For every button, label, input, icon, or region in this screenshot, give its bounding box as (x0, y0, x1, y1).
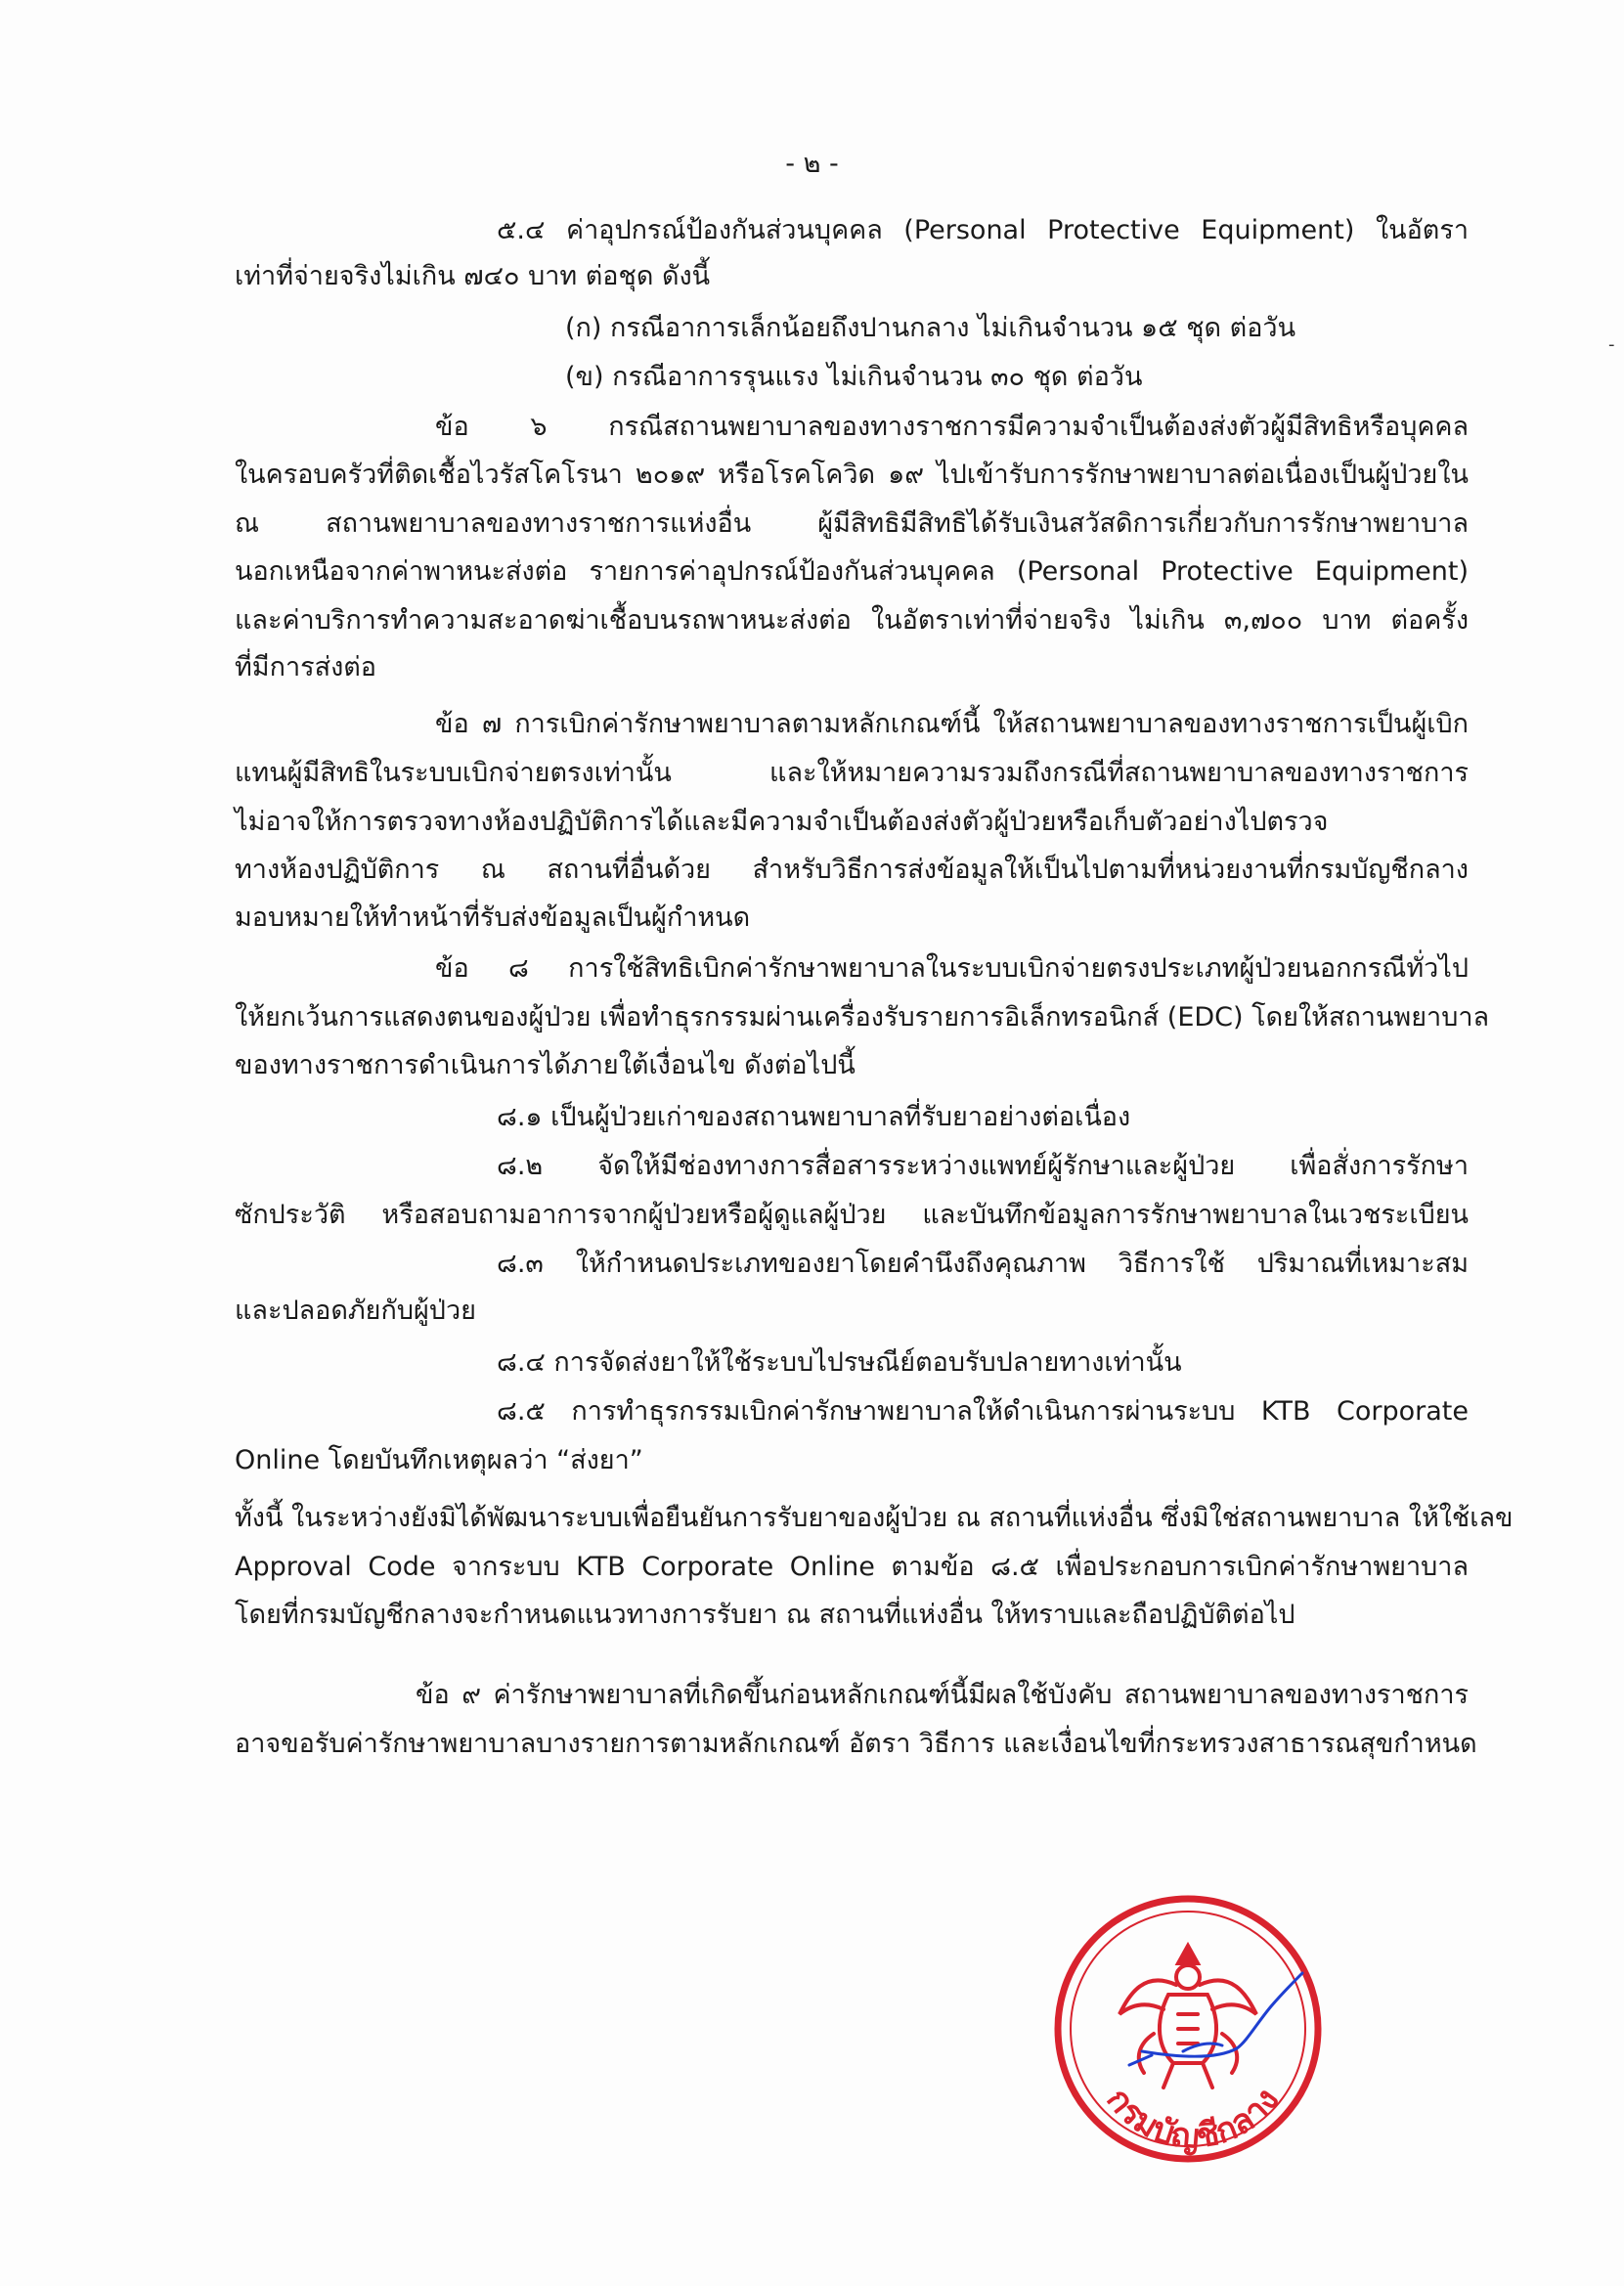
paragraph-line: ทางห้องปฏิบัติการ ณ สถานที่อื่นด้วย สำหรับวิธีการส่งข้อมูลให้เป็นไปตามที่หน่วยงานที่กรมบัญชีกลาง (235, 855, 1469, 885)
paragraph-line: และปลอดภัยกับผู้ป่วย (235, 1296, 476, 1326)
paragraph-line: และค่าบริการทำความสะอาดฆ่าเชื้อบนรถพาหนะส่งต่อ ในอัตราเท่าที่จ่ายจริง ไม่เกิน ๓,๗๐๐ บาท ต่อครั้ง (235, 605, 1469, 636)
garuda-emblem (1119, 1946, 1256, 2088)
list-item: ๘.๓ ให้กำหนดประเภทของยาโดยคำนึงถึงคุณภาพ วิธีการใช้ ปริมาณที่เหมาะสม (497, 1249, 1469, 1279)
paragraph-line: ข้อ ๘ การใช้สิทธิเบิกค่ารักษาพยาบาลในระบบเบิกจ่ายตรงประเภทผู้ป่วยนอกกรณีทั่วไป (435, 953, 1469, 984)
list-item: (ข) กรณีอาการรุนแรง ไม่เกินจำนวน ๓๐ ชุด ต่อวัน (565, 362, 1143, 392)
list-item: ๘.๑ เป็นผู้ป่วยเก่าของสถานพยาบาลที่รับยาอย่างต่อเนื่อง (497, 1102, 1131, 1132)
paragraph-line: ข้อ ๖ กรณีสถานพยาบาลของทางราชการมีความจำเป็นต้องส่งตัวผู้มีสิทธิหรือบุคคล (435, 412, 1469, 442)
paragraph-line: ไม่อาจให้การตรวจทางห้องปฏิบัติการได้และมีความจำเป็นต้องส่งตัวผู้ป่วยหรือเก็บตัวอย่างไปตรวจ (235, 807, 1329, 837)
paragraph-line: เท่าที่จ่ายจริงไม่เกิน ๗๔๐ บาท ต่อชุด ดังนี้ (235, 261, 711, 291)
paragraph-line: โดยที่กรมบัญชีกลางจะกำหนดแนวทางการรับยา ณ สถานที่แห่งอื่น ให้ทราบและถือปฏิบัติต่อไป (235, 1600, 1295, 1630)
list-item: ๘.๔ การจัดส่งยาให้ใช้ระบบไปรษณีย์ตอบรับปลายทางเท่านั้น (497, 1347, 1182, 1378)
paragraph-line: มอบหมายให้ทำหน้าที่รับส่งข้อมูลเป็นผู้กำหนด (235, 902, 751, 933)
seal-text: กรมบัญชีกลาง (1098, 2081, 1288, 2157)
paragraph-line: Approval Code จากระบบ KTB Corporate Online ตามข้อ ๘.๕ เพื่อประกอบการเบิกค่ารักษาพยาบาล (235, 1552, 1469, 1582)
paragraph-line: ข้อ ๙ ค่ารักษาพยาบาลที่เกิดขึ้นก่อนหลักเกณฑ์นี้มีผลใช้บังคับ สถานพยาบาลของทางราชการ (416, 1680, 1469, 1710)
paragraph-line: แทนผู้มีสิทธิในระบบเบิกจ่ายตรงเท่านั้น และให้หมายความรวมถึงกรณีที่สถานพยาบาลของทางราชการ (235, 758, 1469, 788)
paragraph-line: ของทางราชการดำเนินการได้ภายใต้เงื่อนไข ดังต่อไปนี้ (235, 1050, 856, 1080)
official-seal-stamp (1036, 1887, 1339, 2171)
paragraph-line: อาจขอรับค่ารักษาพยาบาลบางรายการตามหลักเกณฑ์ อัตรา วิธีการ และเงื่อนไขที่กระทรวงสาธารณสุขกำหนด (235, 1729, 1477, 1759)
paragraph-line: ให้ยกเว้นการแสดงตนของผู้ป่วย เพื่อทำธุรกรรมผ่านเครื่องรับรายการอิเล็กทรอนิกส์ (EDC) โดยให้สถานพยาบาล (235, 1002, 1490, 1033)
paragraph-line: ที่มีการส่งต่อ (235, 652, 377, 682)
paragraph-line: ในครอบครัวที่ติดเชื้อไวรัสโคโรนา ๒๐๑๙ หรือโรคโควิด ๑๙ ไปเข้ารับการรักษาพยาบาลต่อเนื่องเป็นผู้ป่วยใน (235, 460, 1469, 490)
paragraph-line: ข้อ ๗ การเบิกค่ารักษาพยาบาลตามหลักเกณฑ์นี้ ให้สถานพยาบาลของทางราชการเป็นผู้เบิก (435, 709, 1469, 739)
paragraph-line: Online โดยบันทึกเหตุผลว่า “ส่งยา” (235, 1445, 643, 1475)
paragraph-line: นอกเหนือจากค่าพาหนะส่งต่อ รายการค่าอุปกรณ์ป้องกันส่วนบุคคล (Personal Protective Equipment) (235, 556, 1469, 587)
page-number: - ๒ - (785, 149, 839, 179)
paragraph-line: ทั้งนี้ ในระหว่างยังมิได้พัฒนาระบบเพื่อยืนยันการรับยาของผู้ป่วย ณ สถานที่แห่งอื่น ซึ่งมิใช่สถานพยาบาล ให้ใช้เลข (235, 1503, 1514, 1533)
paragraph-line: ซักประวัติ หรือสอบถามอาการจากผู้ป่วยหรือผู้ดูแลผู้ป่วย และบันทึกข้อมูลการรักษาพยาบาลในเวชระเบียน (235, 1200, 1469, 1230)
paragraph-line: ณ สถานพยาบาลของทางราชการแห่งอื่น ผู้มีสิทธิมีสิทธิได้รับเงินสวัสดิการเกี่ยวกับการรักษาพยาบาล (235, 508, 1469, 539)
list-item: ๘.๕ การทำธุรกรรมเบิกค่ารักษาพยาบาลให้ดำเนินการผ่านระบบ KTB Corporate (497, 1396, 1469, 1427)
margin-mark: - (1608, 334, 1615, 355)
list-item: (ก) กรณีอาการเล็กน้อยถึงปานกลาง ไม่เกินจำนวน ๑๕ ชุด ต่อวัน (565, 313, 1296, 343)
paragraph-line: ๕.๔ ค่าอุปกรณ์ป้องกันส่วนบุคคล (Personal Protective Equipment) ในอัตรา (497, 215, 1469, 245)
list-item: ๘.๒ จัดให้มีช่องทางการสื่อสารระหว่างแพทย์ผู้รักษาและผู้ป่วย เพื่อสั่งการรักษา (497, 1151, 1469, 1181)
